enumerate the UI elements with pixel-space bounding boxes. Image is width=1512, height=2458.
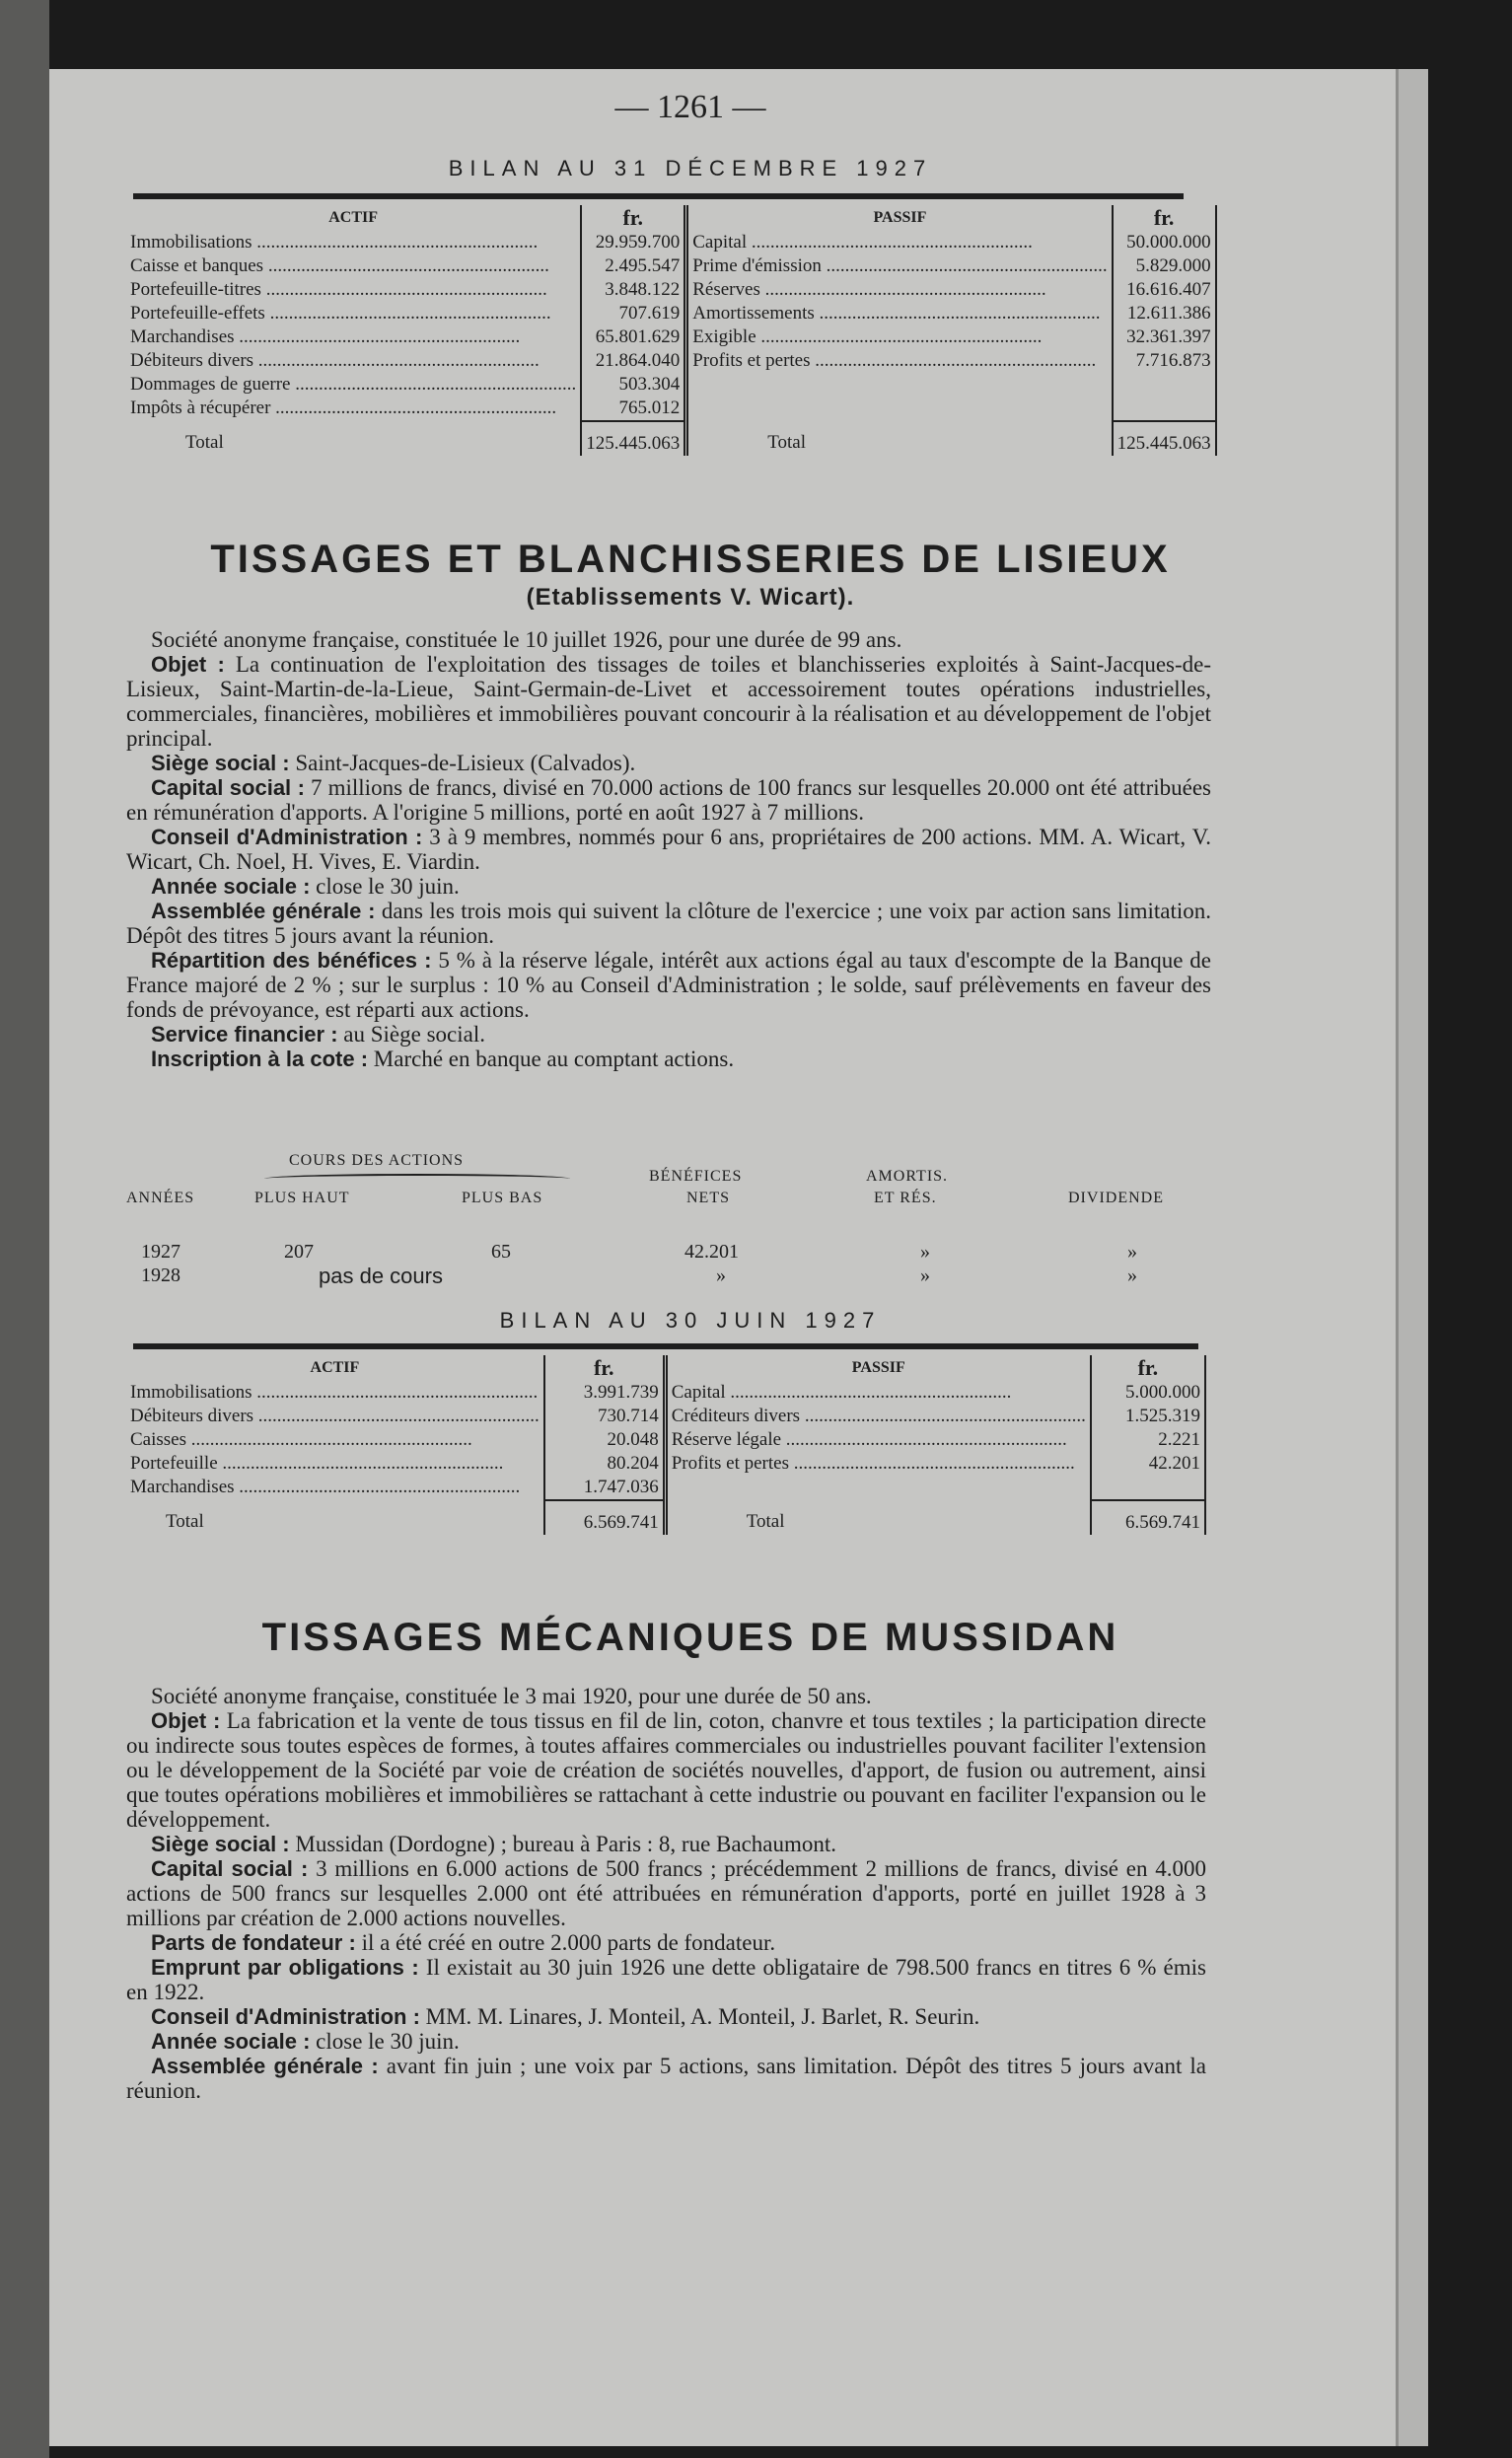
objet-text: La fabrication et la vente de tous tissus en fil de lin, coton, chanvre et tous textiles ; la participation directe ou indirecte sous toutes espèces de formes, à toutes affaires commerciales ou industrielles pouvant faciliter l'extension ou le développement de la Société par voie de création de sociétés nouvelles, d'apport, de fusion ou autrement, ainsi que toutes opérations mobilières et immobilières se rattachant à cette industrie ou pouvant en faciliter l'expansion ou le développement.: [126, 1708, 1206, 1832]
passif-label: Réserves ............................................................: [686, 278, 1113, 302]
inscription-label: Inscription à la cote :: [151, 1047, 369, 1071]
actif-value: 3.848.122: [581, 278, 686, 302]
actif-value: 765.012: [581, 397, 686, 421]
actif-value: 29.959.700: [581, 231, 686, 254]
conseil-text: 3 à 9 membres, nommés pour 6 ans, propriétaires de 200 actions. MM. A. Wicart, V. Wicart, Ch. Noel, H. Vives, E. Viardin.: [126, 825, 1212, 874]
actif-value: 20.048: [544, 1428, 665, 1452]
actif-value: 503.304: [581, 373, 686, 397]
page-edge: [1396, 69, 1428, 2446]
passif-value: 16.616.407: [1113, 278, 1216, 302]
actif-label: Portefeuille ............................................................: [130, 1453, 504, 1474]
history-table: [126, 1152, 1211, 1300]
book-binding: [0, 0, 49, 2458]
emprunt-text: Il existait au 30 juin 1926 une dette obligataire de 798.500 francs en titres 6 % émis en 1922.: [126, 1955, 1206, 2004]
bilan-1-table: [126, 205, 1217, 456]
passif-value: 42.201: [1091, 1452, 1205, 1476]
passif-label: Exigible ............................................................: [686, 325, 1113, 349]
conseil-label: Conseil d'Administration :: [151, 2004, 420, 2029]
company-2-name: TISSAGES MÉCANIQUES DE MUSSIDAN: [261, 1616, 1119, 1659]
cours-header: COURS DES ACTIONS: [289, 1152, 465, 1169]
row-amort: »: [920, 1265, 930, 1286]
row-haut: 207: [284, 1241, 314, 1263]
bilan-1-title: BILAN AU 31 DÉCEMBRE 1927: [448, 156, 933, 181]
bilan-1-top-rule: [133, 193, 1184, 199]
actif-value: 1.747.036: [544, 1476, 665, 1500]
service-text: au Siège social.: [343, 1022, 486, 1047]
passif-value: 50.000.000: [1113, 231, 1216, 254]
row-haut: pas de cours: [319, 1264, 443, 1288]
annees-header: ANNÉES: [126, 1190, 195, 1206]
actif-value: 21.864.040: [581, 349, 686, 373]
passif-label: Réserve légale ............................................................: [665, 1428, 1091, 1452]
actif-header: ACTIF: [328, 209, 379, 226]
conseil-text: MM. M. Linares, J. Monteil, A. Monteil, J. Barlet, R. Seurin.: [425, 2004, 980, 2029]
passif-header: PASSIF: [665, 1355, 1091, 1381]
annee-label: Année sociale :: [151, 2029, 311, 2054]
total-passif-label: Total: [686, 421, 1113, 456]
row-benef: 42.201: [684, 1241, 739, 1263]
objet-label: Objet :: [151, 1708, 221, 1733]
siege-label: Siège social :: [151, 1832, 290, 1856]
intro: Société anonyme française, constituée le 3 mai 1920, pour une durée de 50 ans.: [151, 1684, 872, 1708]
assemblee-text: avant fin juin ; une voix par 5 actions, sans limitation. Dépôt des titres 5 jours avant la réunion.: [126, 2054, 1206, 2103]
nets-header: NETS: [686, 1190, 730, 1206]
passif-label: Amortissements ............................................................: [686, 302, 1113, 325]
actif-label: Impôts à récupérer ............................................................: [130, 398, 557, 418]
repartition-text: 5 % à la réserve légale, intérêt aux actions égal au taux d'escompte de la Banque de France majoré de 2 % ; sur le surplus : 10 % au Conseil d'Administration ; le solde, sauf prélèvements en faveur des fonds de prévoyance, est réparti aux actions.: [126, 948, 1211, 1022]
company-2-description: [126, 1684, 1206, 2103]
assemblee-label: Assemblée générale :: [151, 2054, 379, 2078]
annee-text: close le 30 juin.: [316, 2029, 460, 2054]
actif-label: Débiteurs divers ............................................................: [130, 1406, 540, 1426]
total-passif-value: 6.569.741: [1091, 1500, 1205, 1535]
actif-label: Portefeuille-effets ............................................................: [130, 303, 551, 324]
passif-label: Prime d'émission ............................................................: [686, 254, 1113, 278]
parts-text: il a été créé en outre 2.000 parts de fondateur.: [361, 1930, 776, 1955]
cours-brace: [264, 1174, 570, 1184]
siege-label: Siège social :: [151, 751, 290, 775]
passif-label: Profits et pertes ............................................................: [686, 349, 1113, 373]
bilan-2-top-rule: [133, 1343, 1198, 1349]
actif-label: Immobilisations ............................................................: [130, 1382, 539, 1403]
bilan-2-title: BILAN AU 30 JUIN 1927: [499, 1308, 882, 1333]
capital-text: 3 millions en 6.000 actions de 500 francs ; précédemment 2 millions de francs, divisé en 4.000 actions de 500 francs sur lesquelles 2.000 ont été attribuées en rémunération d'apports, porté en juillet 1928 à 3 millions par création de 2.000 actions nouvelles.: [126, 1856, 1207, 1930]
actif-label: Portefeuille-titres ............................................................: [130, 279, 547, 300]
passif-currency: fr.: [1113, 205, 1216, 231]
actif-label: Caisse et banques ............................................................: [130, 255, 549, 276]
capital-text: 7 millions de francs, divisé en 70.000 actions de 100 francs sur lesquelles 20.000 ont été attribuées en rémunération d'apports. A l'origine 5 millions, porté en août 1927 à 7 millions.: [126, 775, 1211, 825]
objet-text: La continuation de l'exploitation des tissages de toiles et blanchisseries exploités à Saint-Jacques-de-Lisieux, Saint-Martin-de-la-Lieue, Saint-Germain-de-Livet et accessoirement toutes opérations industrielles, commerciales, financières, mobilières et immobilières pouvant concourir à la réalisation et au développement de l'objet principal.: [126, 652, 1211, 751]
total-passif-value: 125.445.063: [1113, 421, 1216, 456]
intro: Société anonyme française, constituée le 10 juillet 1926, pour une durée de 99 ans.: [151, 627, 902, 652]
row-benef: »: [716, 1265, 726, 1286]
passif-value: 5.000.000: [1091, 1381, 1205, 1405]
annee-label: Année sociale :: [151, 874, 311, 899]
total-actif-label: Total: [166, 1511, 204, 1532]
page-number: — 1261 —: [614, 89, 766, 125]
actif-label: Dommages de guerre ............................................................: [130, 374, 577, 395]
plus-haut-header: PLUS HAUT: [254, 1190, 350, 1206]
company-1-name: TISSAGES ET BLANCHISSERIES DE LISIEUX: [210, 538, 1171, 581]
emprunt-label: Emprunt par obligations :: [151, 1955, 419, 1980]
actif-value: 730.714: [544, 1405, 665, 1428]
row-amort: »: [920, 1241, 930, 1263]
actif-value: 707.619: [581, 302, 686, 325]
objet-label: Objet :: [151, 652, 225, 677]
actif-value: 80.204: [544, 1452, 665, 1476]
passif-label: Créditeurs divers ............................................................: [665, 1405, 1091, 1428]
assemblee-label: Assemblée générale :: [151, 899, 376, 923]
actif-label: Marchandises ............................................................: [130, 326, 521, 347]
actif-label: Marchandises ............................................................: [130, 1477, 521, 1497]
siege-text: Saint-Jacques-de-Lisieux (Calvados).: [295, 751, 636, 775]
actif-currency: fr.: [544, 1355, 665, 1381]
conseil-label: Conseil d'Administration :: [151, 825, 423, 849]
repartition-label: Répartition des bénéfices :: [151, 948, 432, 973]
capital-label: Capital social :: [151, 1856, 309, 1881]
passif-value: 2.221: [1091, 1428, 1205, 1452]
passif-value: 1.525.319: [1091, 1405, 1205, 1428]
total-actif-value: 125.445.063: [581, 421, 686, 456]
company-1-subtitle: (Etablissements V. Wicart).: [526, 584, 855, 611]
actif-header: ACTIF: [310, 1359, 360, 1376]
parts-label: Parts de fondateur :: [151, 1930, 356, 1955]
passif-value: 7.716.873: [1113, 349, 1216, 373]
passif-value: 12.611.386: [1113, 302, 1216, 325]
actif-value: 65.801.629: [581, 325, 686, 349]
benefices-header: BÉNÉFICES: [649, 1168, 743, 1185]
inscription-text: Marché en banque au comptant actions.: [373, 1047, 735, 1071]
total-passif-label: Total: [665, 1500, 1091, 1535]
passif-label: Capital ............................................................: [686, 231, 1113, 254]
plus-bas-header: PLUS BAS: [462, 1190, 543, 1206]
capital-label: Capital social :: [151, 775, 305, 800]
passif-value: 5.829.000: [1113, 254, 1216, 278]
actif-value: 3.991.739: [544, 1381, 665, 1405]
row-annee: 1928: [141, 1265, 180, 1286]
row-div: »: [1127, 1265, 1137, 1286]
actif-label: Débiteurs divers ............................................................: [130, 350, 540, 371]
total-actif-label: Total: [185, 432, 224, 453]
row-annee: 1927: [141, 1241, 180, 1263]
service-label: Service financier :: [151, 1022, 338, 1047]
siege-text: Mussidan (Dordogne) ; bureau à Paris : 8, rue Bachaumont.: [295, 1832, 837, 1856]
total-actif-value: 6.569.741: [544, 1500, 665, 1535]
company-1-description: [126, 627, 1211, 1071]
amortis-header: AMORTIS.: [866, 1168, 949, 1185]
actif-label: Caisses ............................................................: [130, 1429, 472, 1450]
passif-header: PASSIF: [686, 205, 1113, 231]
assemblee-text: dans les trois mois qui suivent la clôture de l'exercice ; une voix par action sans limitation. Dépôt des titres 5 jours avant la réunion.: [126, 899, 1211, 948]
actif-value: 2.495.547: [581, 254, 686, 278]
passif-label: Capital ............................................................: [665, 1381, 1091, 1405]
actif-currency: fr.: [581, 205, 686, 231]
passif-value: 32.361.397: [1113, 325, 1216, 349]
passif-currency: fr.: [1091, 1355, 1205, 1381]
row-div: »: [1127, 1241, 1137, 1263]
passif-label: Profits et pertes ............................................................: [665, 1452, 1091, 1476]
actif-label: Immobilisations ............................................................: [130, 232, 539, 253]
row-bas: 65: [491, 1241, 511, 1263]
bilan-2-table: [126, 1355, 1206, 1535]
annee-text: close le 30 juin.: [316, 874, 460, 899]
et-res-header: ET RÉS.: [874, 1190, 937, 1206]
dividende-header: DIVIDENDE: [1068, 1190, 1164, 1206]
